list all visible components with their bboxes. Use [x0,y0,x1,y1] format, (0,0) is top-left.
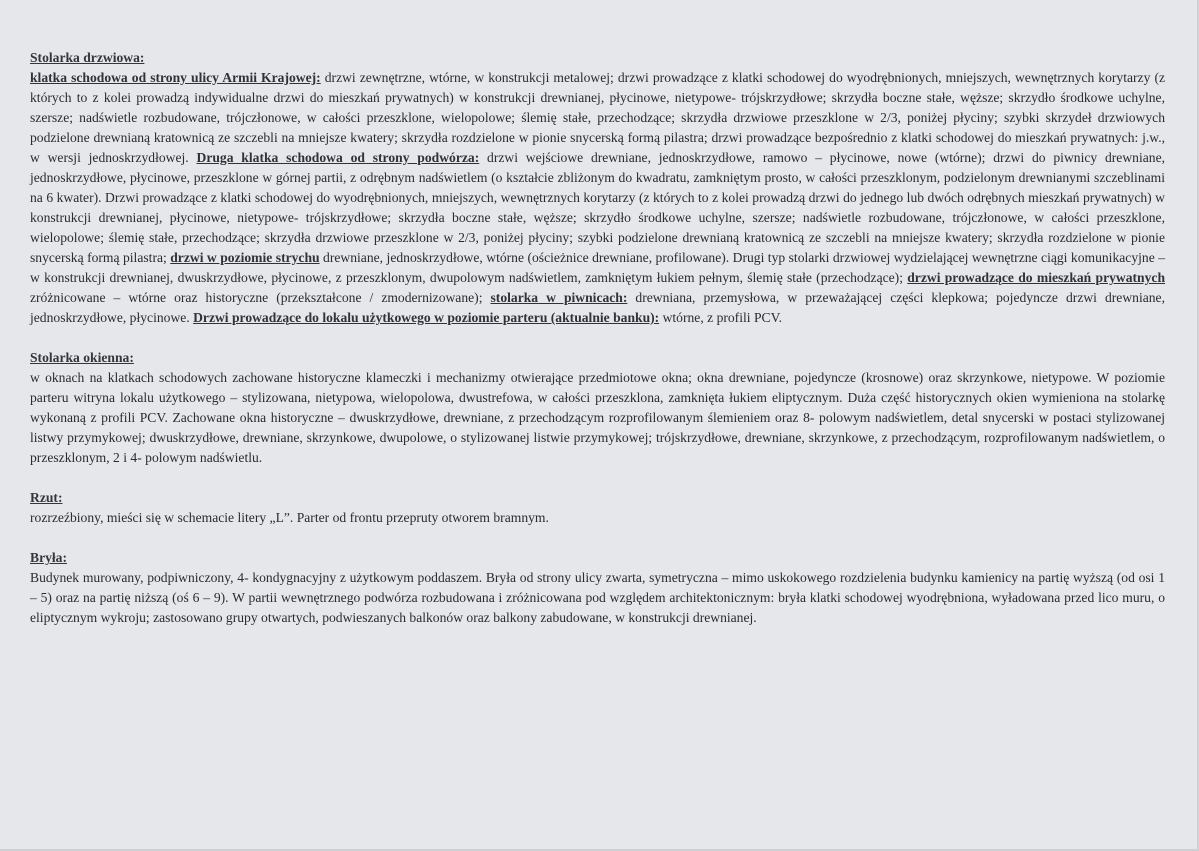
section-stolarka-drzwiowa [30,48,1165,328]
heading-stolarka-drzwiowa: Stolarka drzwiowa: [30,50,145,65]
subheading-druga-klatka: Druga klatka schodowa od strony podwórza: [196,150,480,165]
subheading-drzwi-lokal-uzytkowy: Drzwi prowadzące do lokalu użytkowego w poziomie parteru (aktualnie banku): [193,310,660,325]
paragraph-rzut: rozrzeźbiony, mieści się w schemacie litery „L”. Parter od frontu przepruty otworem bramnym. [30,510,549,525]
section-rzut [30,488,1165,528]
subheading-drzwi-strych: drzwi w poziomie strychu [170,250,320,265]
text-run: drewniana, przemysłowa, w przeważającej części klepkowa; pojedyncze drzwi drewniane, jednoskrzydłowe, płycinowe. [30,290,1165,325]
section-stolarka-okienna [30,348,1165,468]
text-run: drewniane, jednoskrzydłowe, wtórne (ościeżnice drewniane, profilowane). Drugi typ stolarki drzwiowej wydzielającej wewnętrzne ciągi komunikacyjne – w konstrukcji drewnianej, dwuskrzydłowe, płycinowe, z przeszklonym, dwupolowym nadświetlem, zamkniętym łukiem pełnym, ślemię stałe (przechodzące); [30,250,1165,285]
paragraph-stolarka-drzwiowa [30,68,1165,328]
section-bryla [30,548,1165,628]
paragraph-bryla: Budynek murowany, podpiwniczony, 4- kondygnacyjny z użytkowym poddaszem. Bryła od strony ulicy zwarta, symetryczna – mimo uskokowego rozdzielenia budynku kamienicy na partię wyższą (od osi 1 – 5) oraz na partię niższą (oś 6 – 9). W partii wewnętrznego podwórza rozbudowana i zróżnicowana pod względem architektonicznym: bryła klatki schodowej wyodrębniona, wyładowana przed lico muru, o eliptycznym wykroju; zastosowano grupy otwartych, podwieszanych balkonów oraz balkony zabudowane, w konstrukcji drewnianej. [30,570,1165,625]
text-run: drzwi zewnętrzne, wtórne, w konstrukcji metalowej; drzwi prowadzące z klatki schodowej do wyodrębnionych, mniejszych, wewnętrznych korytarzy (z których to z kolei prowadzą indywidualne drzwi do mieszkań prywatnych) w konstrukcji drewnianej, płycinowe, nietypowe- trójskrzydłowe; skrzydła boczne stałe, węższe; skrzydło środkowe uchylne, szersze; nadświetle rozbudowane, trójczłonowe, w całości przeszklone, wielopolowe; ślemię stałe, przechodzące; skrzydła drzwiowe przeszklone w 2/3, poniżej płyciny; szybki skrzydeł drzwiowych podzielone drewnianą kratownicą ze szczebli na mniejsze kwatery; skrzydła rozdzielone w pionie snycerską formą pilastra; drzwi prowadzące bezpośrednio z klatki schodowej do mieszkań prywatnych: j.w., w wersji jednoskrzydłowej. [30,70,1166,165]
text-run: wtórne, z profili PCV. [659,310,783,325]
heading-bryla: Bryła: [30,550,67,565]
text-run: zróżnicowane – wtórne oraz historyczne (przekształcone / zmodernizowane); [30,290,491,305]
subheading-klatka-armii-krajowej: klatka schodowa od strony ulicy Armii Krajowej: [30,70,321,85]
text-run: drzwi wejściowe drewniane, jednoskrzydłowe, ramowo – płycinowe, nowe (wtórne); drzwi do piwnicy drewniane, jednoskrzydłowe, płycinowe, przeszklone w górnej partii, z odrębnym nadświetlem (o kształcie zbliżonym do kwadratu, zamkniętym prosto, w całości przeszklonym, podzielonym drewnianymi szczeblinami na 6 kwater). Drzwi prowadzące z klatki schodowej do wyodrębnionych, mniejszych, wewnętrznych korytarzy (z których to z kolei prowadzą drzwi do jednego lub dwóch odrębnych mieszkań prywatnych) w konstrukcji drewnianej, płycinowe, nietypowe- trójskrzydłowe; skrzydła boczne stałe, węższe; skrzydło środkowe uchylne, szersze; nadświetle rozbudowane, trójczłonowe, w całości przeszklone, wielopolowe; ślemię stałe, przechodzące; skrzydła drzwiowe przeszklone w 2/3, poniżej płyciny; szybki podzielone drewnianą kratownicą ze szczebli na mniejsze kwatery; skrzydła rozdzielone w pionie snycerską formą pilastra; [30,150,1165,265]
document-content [30,48,1165,648]
heading-rzut: Rzut: [30,490,63,505]
subheading-drzwi-mieszkan: drzwi prowadzące do mieszkań prywatnych [907,270,1166,285]
heading-stolarka-okienna: Stolarka okienna: [30,350,134,365]
paragraph-stolarka-okienna: w oknach na klatkach schodowych zachowane historyczne klameczki i mechanizmy otwierające przedmiotowe okna; okna drewniane, pojedyncze (krosnowe) oraz skrzynkowe, nietypowe. W poziomie parteru witryna lokalu użytkowego – stylizowana, nietypowa, wielopolowa, dwustrefowa, w całości przeszklona, zamknięta łukiem eliptycznym. Duża część historycznych okien wymieniona na stolarkę wykonaną z profili PCV. Zachowane okna historyczne – dwuskrzydłowe, drewniane, z przechodzącym rozprofilowanym ślemieniem oraz 8- polowym nadświetlem, detal snycerski w postaci stylizowanej listwy przymykowej; dwuskrzydłowe, drewniane, skrzynkowe, dwupolowe, o stylizowanej listwie przymykowej; trójskrzydłowe, drewniane, skrzynkowe, z przechodzącym, rozprofilowanym nadświetlem, o przeszklonym, 2 i 4- polowym nadświetlu. [30,370,1165,465]
subheading-stolarka-piwnice: stolarka w piwnicach: [490,290,628,305]
